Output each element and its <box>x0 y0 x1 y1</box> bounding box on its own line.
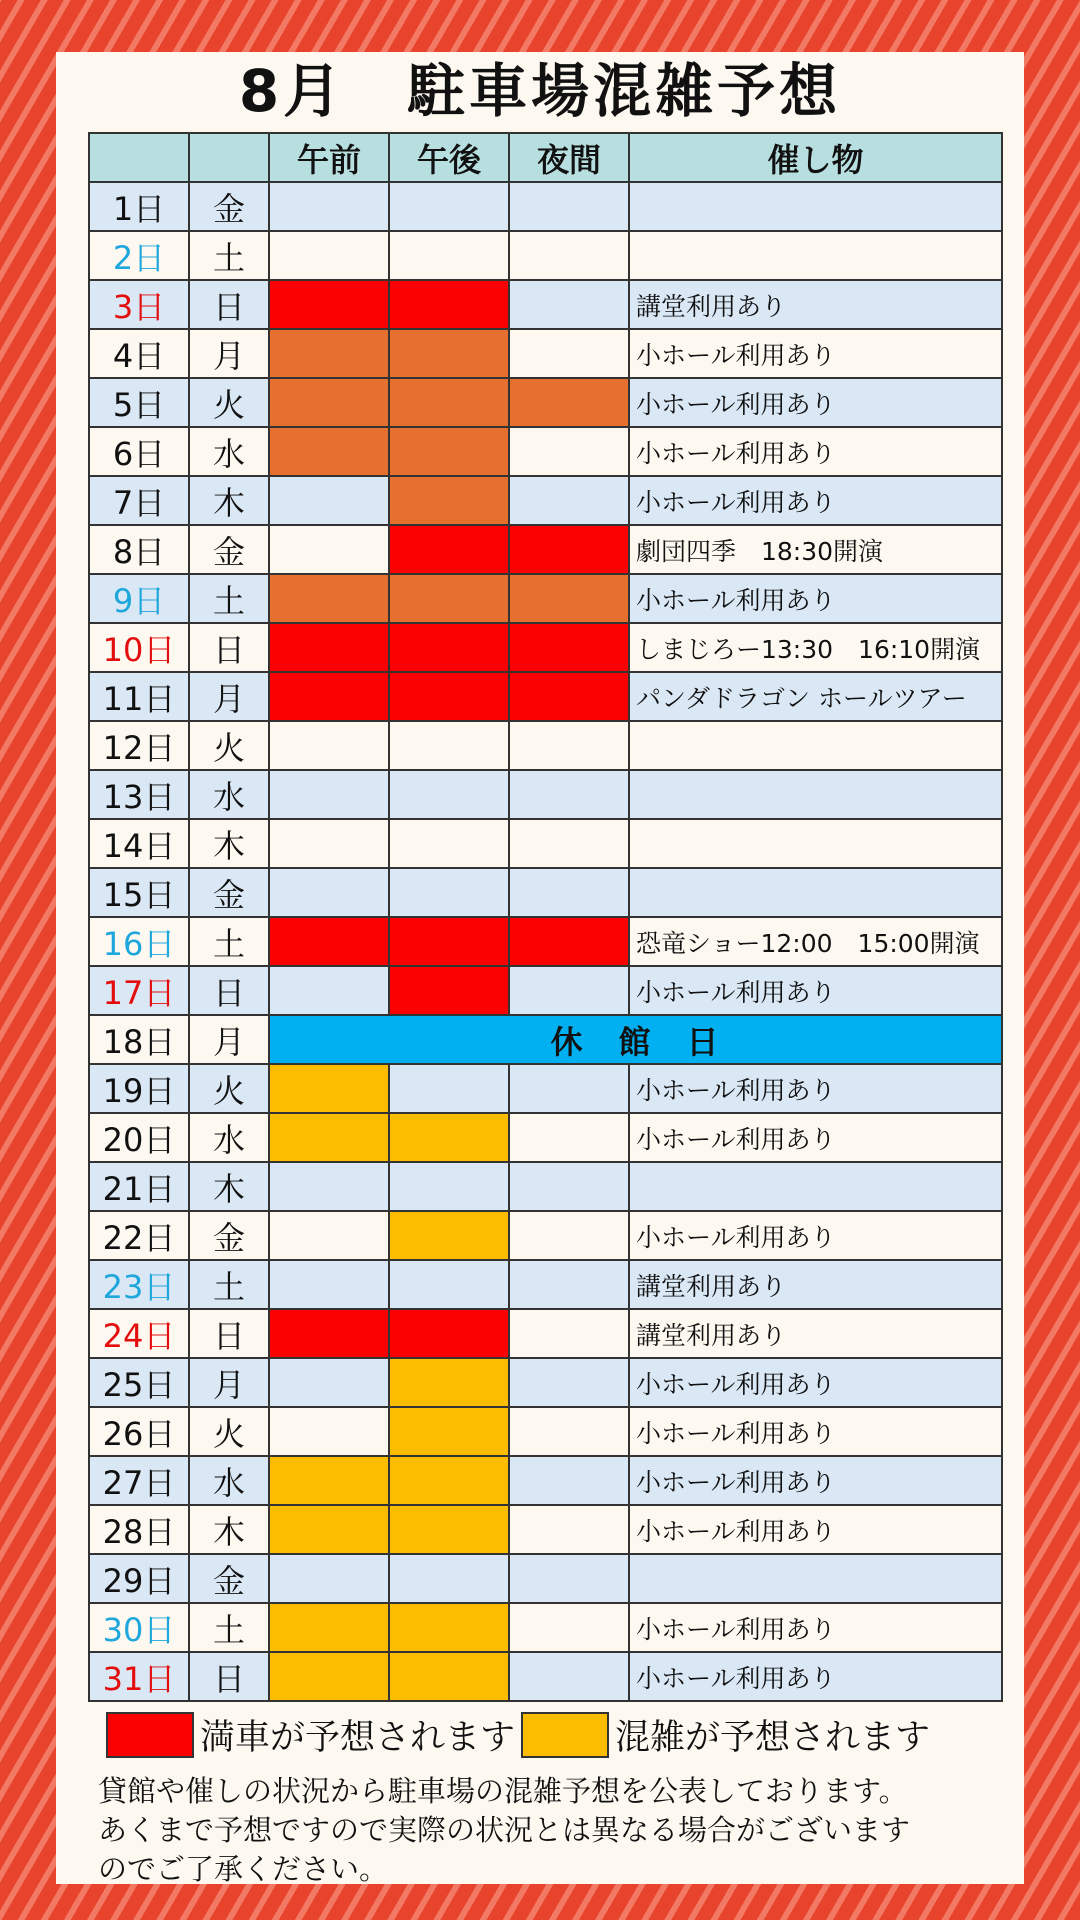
afternoon-slot <box>390 722 510 771</box>
morning-slot <box>270 820 390 869</box>
weekday-cell: 金 <box>190 526 270 575</box>
note-line: のでご了承ください。 <box>98 1852 389 1886</box>
weekday-cell: 火 <box>190 1065 270 1114</box>
night-slot <box>510 918 630 967</box>
afternoon-slot <box>390 281 510 330</box>
morning-slot <box>270 428 390 477</box>
event-cell <box>630 1555 1003 1604</box>
table-body <box>90 183 1003 1702</box>
afternoon-slot <box>390 526 510 575</box>
header-morning: 午前 <box>270 134 390 183</box>
table-row <box>90 1212 1003 1261</box>
table-row <box>90 1604 1003 1653</box>
morning-slot <box>270 379 390 428</box>
weekday-cell: 金 <box>190 1212 270 1261</box>
weekday-cell: 金 <box>190 183 270 232</box>
night-slot <box>510 1114 630 1163</box>
date-cell: 24日 <box>90 1310 190 1359</box>
table-row <box>90 967 1003 1016</box>
note-line: あくまで予想ですので実際の状況とは異なる場合がございます <box>98 1813 911 1847</box>
event-cell: 講堂利用あり <box>630 1261 1003 1310</box>
date-cell: 8日 <box>90 526 190 575</box>
closed-day-banner: 休 館 日 <box>270 1016 1003 1065</box>
date-cell: 18日 <box>90 1016 190 1065</box>
header-date <box>90 134 190 183</box>
parking-forecast-table <box>88 132 1003 1702</box>
date-cell: 17日 <box>90 967 190 1016</box>
weekday-cell: 金 <box>190 869 270 918</box>
table-row <box>90 477 1003 526</box>
date-cell: 25日 <box>90 1359 190 1408</box>
night-slot <box>510 1065 630 1114</box>
date-cell: 5日 <box>90 379 190 428</box>
table-row <box>90 526 1003 575</box>
event-cell: 小ホール利用あり <box>630 575 1003 624</box>
table-row <box>90 330 1003 379</box>
event-cell: 講堂利用あり <box>630 281 1003 330</box>
night-slot <box>510 281 630 330</box>
weekday-cell: 火 <box>190 722 270 771</box>
date-cell: 29日 <box>90 1555 190 1604</box>
weekday-cell: 水 <box>190 428 270 477</box>
legend-busy-swatch <box>521 1712 609 1758</box>
event-cell <box>630 869 1003 918</box>
night-slot <box>510 477 630 526</box>
weekday-cell: 火 <box>190 1408 270 1457</box>
date-cell: 10日 <box>90 624 190 673</box>
event-cell: 小ホール利用あり <box>630 1408 1003 1457</box>
date-cell: 23日 <box>90 1261 190 1310</box>
morning-slot <box>270 918 390 967</box>
weekday-cell: 水 <box>190 1114 270 1163</box>
morning-slot <box>270 1457 390 1506</box>
afternoon-slot <box>390 1408 510 1457</box>
weekday-cell: 土 <box>190 575 270 624</box>
date-cell: 28日 <box>90 1506 190 1555</box>
morning-slot <box>270 1065 390 1114</box>
header-night: 夜間 <box>510 134 630 183</box>
event-cell: 劇団四季 18:30開演 <box>630 526 1003 575</box>
morning-slot <box>270 1359 390 1408</box>
morning-slot <box>270 330 390 379</box>
morning-slot <box>270 281 390 330</box>
date-cell: 27日 <box>90 1457 190 1506</box>
event-cell: 小ホール利用あり <box>630 1653 1003 1702</box>
morning-slot <box>270 967 390 1016</box>
night-slot <box>510 232 630 281</box>
weekday-cell: 火 <box>190 379 270 428</box>
date-cell: 7日 <box>90 477 190 526</box>
weekday-cell: 水 <box>190 771 270 820</box>
table-header-row <box>90 134 1003 183</box>
morning-slot <box>270 1408 390 1457</box>
table-row <box>90 1653 1003 1702</box>
morning-slot <box>270 1212 390 1261</box>
weekday-cell: 土 <box>190 918 270 967</box>
night-slot <box>510 1555 630 1604</box>
afternoon-slot <box>390 477 510 526</box>
night-slot <box>510 722 630 771</box>
event-cell: 小ホール利用あり <box>630 379 1003 428</box>
morning-slot <box>270 1310 390 1359</box>
table-row <box>90 183 1003 232</box>
table-row <box>90 771 1003 820</box>
afternoon-slot <box>390 1310 510 1359</box>
weekday-cell: 水 <box>190 1457 270 1506</box>
afternoon-slot <box>390 820 510 869</box>
date-cell: 26日 <box>90 1408 190 1457</box>
weekday-cell: 月 <box>190 673 270 722</box>
date-cell: 2日 <box>90 232 190 281</box>
table-row <box>90 1016 1003 1065</box>
night-slot <box>510 771 630 820</box>
table-row <box>90 1163 1003 1212</box>
header-afternoon: 午後 <box>390 134 510 183</box>
weekday-cell: 木 <box>190 1163 270 1212</box>
poster-panel <box>56 52 1024 1884</box>
table-row <box>90 232 1003 281</box>
date-cell: 16日 <box>90 918 190 967</box>
legend-busy-label: 混雑が予想されます <box>615 1718 931 1758</box>
event-cell: 小ホール利用あり <box>630 1604 1003 1653</box>
night-slot <box>510 624 630 673</box>
afternoon-slot <box>390 1359 510 1408</box>
afternoon-slot <box>390 967 510 1016</box>
morning-slot <box>270 673 390 722</box>
date-cell: 22日 <box>90 1212 190 1261</box>
table-row <box>90 575 1003 624</box>
event-cell <box>630 183 1003 232</box>
event-cell <box>630 820 1003 869</box>
night-slot <box>510 673 630 722</box>
night-slot <box>510 379 630 428</box>
weekday-cell: 土 <box>190 232 270 281</box>
table-row <box>90 1065 1003 1114</box>
afternoon-slot <box>390 1653 510 1702</box>
night-slot <box>510 1163 630 1212</box>
morning-slot <box>270 1604 390 1653</box>
table-row <box>90 624 1003 673</box>
table-row <box>90 673 1003 722</box>
table-row <box>90 1359 1003 1408</box>
event-cell: 小ホール利用あり <box>630 1212 1003 1261</box>
event-cell: 小ホール利用あり <box>630 1506 1003 1555</box>
afternoon-slot <box>390 428 510 477</box>
date-cell: 6日 <box>90 428 190 477</box>
afternoon-slot <box>390 330 510 379</box>
morning-slot <box>270 1555 390 1604</box>
morning-slot <box>270 477 390 526</box>
weekday-cell: 木 <box>190 820 270 869</box>
event-cell: 小ホール利用あり <box>630 1457 1003 1506</box>
event-cell: 小ホール利用あり <box>630 330 1003 379</box>
header-event: 催し物 <box>630 134 1003 183</box>
night-slot <box>510 1457 630 1506</box>
night-slot <box>510 183 630 232</box>
afternoon-slot <box>390 1555 510 1604</box>
table-row <box>90 722 1003 771</box>
weekday-cell: 日 <box>190 624 270 673</box>
legend-full-swatch <box>106 1712 194 1758</box>
afternoon-slot <box>390 379 510 428</box>
event-cell: 小ホール利用あり <box>630 428 1003 477</box>
event-cell <box>630 771 1003 820</box>
night-slot <box>510 1653 630 1702</box>
date-cell: 30日 <box>90 1604 190 1653</box>
afternoon-slot <box>390 1212 510 1261</box>
event-cell: 小ホール利用あり <box>630 967 1003 1016</box>
date-cell: 14日 <box>90 820 190 869</box>
night-slot <box>510 1310 630 1359</box>
event-cell: 恐竜ショー12:00 15:00開演 <box>630 918 1003 967</box>
date-cell: 15日 <box>90 869 190 918</box>
weekday-cell: 日 <box>190 1653 270 1702</box>
night-slot <box>510 1212 630 1261</box>
legend-full-label: 満車が予想されます <box>200 1718 516 1758</box>
table-row <box>90 1457 1003 1506</box>
date-cell: 19日 <box>90 1065 190 1114</box>
morning-slot <box>270 526 390 575</box>
header-weekday <box>190 134 270 183</box>
weekday-cell: 木 <box>190 477 270 526</box>
event-cell <box>630 1163 1003 1212</box>
afternoon-slot <box>390 1163 510 1212</box>
legend <box>106 1709 1006 1761</box>
weekday-cell: 日 <box>190 1310 270 1359</box>
weekday-cell: 土 <box>190 1261 270 1310</box>
afternoon-slot <box>390 673 510 722</box>
table-row <box>90 1310 1003 1359</box>
date-cell: 21日 <box>90 1163 190 1212</box>
weekday-cell: 土 <box>190 1604 270 1653</box>
weekday-cell: 月 <box>190 1359 270 1408</box>
weekday-cell: 日 <box>190 967 270 1016</box>
date-cell: 20日 <box>90 1114 190 1163</box>
page-title: 8月 駐車場混雑予想 <box>238 57 842 125</box>
night-slot <box>510 1359 630 1408</box>
date-cell: 12日 <box>90 722 190 771</box>
event-cell: 小ホール利用あり <box>630 1065 1003 1114</box>
table-row <box>90 1114 1003 1163</box>
afternoon-slot <box>390 232 510 281</box>
morning-slot <box>270 722 390 771</box>
weekday-cell: 日 <box>190 281 270 330</box>
night-slot <box>510 869 630 918</box>
date-cell: 4日 <box>90 330 190 379</box>
night-slot <box>510 820 630 869</box>
afternoon-slot <box>390 1261 510 1310</box>
event-cell: しまじろー13:30 16:10開演 <box>630 624 1003 673</box>
morning-slot <box>270 1261 390 1310</box>
weekday-cell: 金 <box>190 1555 270 1604</box>
date-cell: 9日 <box>90 575 190 624</box>
event-cell <box>630 232 1003 281</box>
morning-slot <box>270 624 390 673</box>
table-row <box>90 379 1003 428</box>
afternoon-slot <box>390 918 510 967</box>
date-cell: 31日 <box>90 1653 190 1702</box>
morning-slot <box>270 1114 390 1163</box>
note-line: 貸館や催しの状況から駐車場の混雑予想を公表しております。 <box>98 1774 908 1808</box>
afternoon-slot <box>390 1457 510 1506</box>
table-row <box>90 428 1003 477</box>
night-slot <box>510 575 630 624</box>
afternoon-slot <box>390 183 510 232</box>
morning-slot <box>270 1163 390 1212</box>
weekday-cell: 月 <box>190 330 270 379</box>
table-row <box>90 1506 1003 1555</box>
night-slot <box>510 1604 630 1653</box>
event-cell: 小ホール利用あり <box>630 477 1003 526</box>
afternoon-slot <box>390 771 510 820</box>
date-cell: 1日 <box>90 183 190 232</box>
disclaimer-note <box>98 1772 998 1889</box>
event-cell: 小ホール利用あり <box>630 1359 1003 1408</box>
afternoon-slot <box>390 1604 510 1653</box>
table-row <box>90 1408 1003 1457</box>
afternoon-slot <box>390 1506 510 1555</box>
date-cell: 13日 <box>90 771 190 820</box>
night-slot <box>510 526 630 575</box>
event-cell <box>630 722 1003 771</box>
night-slot <box>510 428 630 477</box>
afternoon-slot <box>390 1114 510 1163</box>
afternoon-slot <box>390 1065 510 1114</box>
night-slot <box>510 967 630 1016</box>
morning-slot <box>270 1506 390 1555</box>
table-row <box>90 1555 1003 1604</box>
morning-slot <box>270 1653 390 1702</box>
morning-slot <box>270 183 390 232</box>
night-slot <box>510 1261 630 1310</box>
morning-slot <box>270 575 390 624</box>
event-cell: パンダドラゴン ホールツアー <box>630 673 1003 722</box>
table-row <box>90 869 1003 918</box>
morning-slot <box>270 771 390 820</box>
afternoon-slot <box>390 869 510 918</box>
table-row <box>90 1261 1003 1310</box>
night-slot <box>510 330 630 379</box>
afternoon-slot <box>390 624 510 673</box>
event-cell: 講堂利用あり <box>630 1310 1003 1359</box>
morning-slot <box>270 232 390 281</box>
table-row <box>90 918 1003 967</box>
event-cell: 小ホール利用あり <box>630 1114 1003 1163</box>
weekday-cell: 月 <box>190 1016 270 1065</box>
morning-slot <box>270 869 390 918</box>
night-slot <box>510 1408 630 1457</box>
afternoon-slot <box>390 575 510 624</box>
date-cell: 3日 <box>90 281 190 330</box>
table-row <box>90 281 1003 330</box>
night-slot <box>510 1506 630 1555</box>
weekday-cell: 木 <box>190 1506 270 1555</box>
date-cell: 11日 <box>90 673 190 722</box>
table-row <box>90 820 1003 869</box>
